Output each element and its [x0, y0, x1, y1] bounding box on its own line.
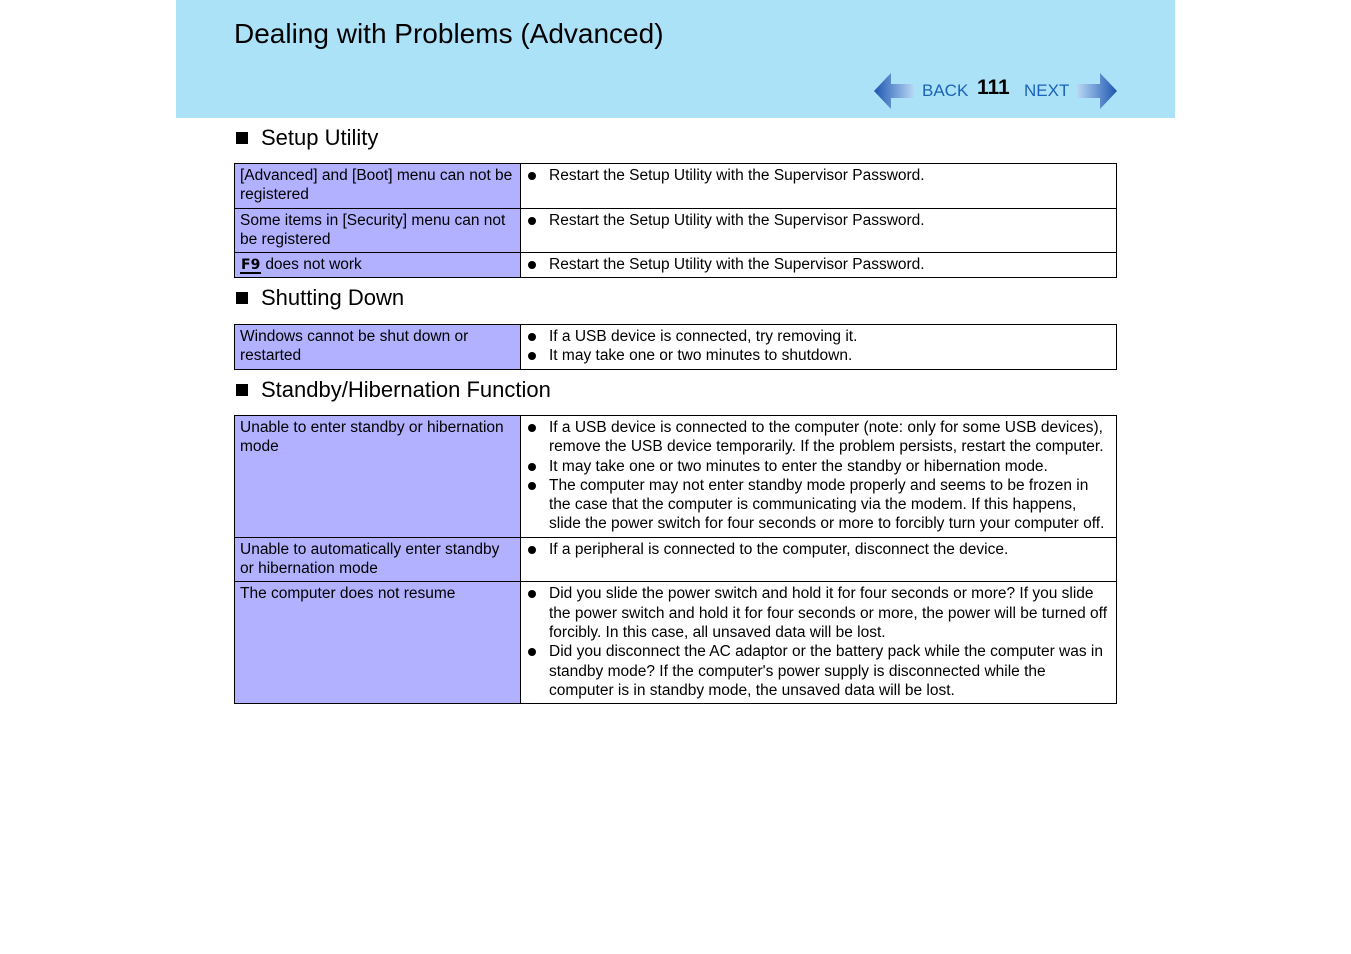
- problem-cell: Unable to automatically enter standby or hibernation mode: [235, 537, 521, 582]
- table-row: [235, 253, 1117, 278]
- solution-item: It may take one or two minutes to enter the standby or hibernation mode.: [528, 457, 1111, 476]
- section-heading-text: Shutting Down: [261, 285, 405, 310]
- page-header: [176, 0, 1175, 118]
- square-bullet-icon: [236, 132, 248, 144]
- square-bullet-icon: [236, 292, 248, 304]
- page-title: Dealing with Problems (Advanced): [234, 18, 664, 49]
- page-number: 111: [977, 76, 1010, 99]
- solution-item: Restart the Setup Utility with the Supervisor Password.: [528, 166, 1111, 185]
- section-heading-text: Setup Utility: [261, 125, 379, 150]
- solution-item: Did you slide the power switch and hold it for four seconds or more? If you slide the power switch and hold it for four seconds or more, the power will be turned off forcibly. In this case, all unsaved data will be lost.: [528, 584, 1111, 642]
- round-bullet-icon: [528, 424, 536, 432]
- table-row: [235, 416, 1117, 538]
- section-heading-text: Standby/Hibernation Function: [261, 377, 551, 402]
- problem-cell: Some items in [Security] menu can not be registered: [235, 208, 521, 253]
- section-heading-setup-utility: [236, 125, 378, 151]
- solution-item: Did you disconnect the AC adaptor or the battery pack while the computer was in standby mode? If the computer's power supply is disconnected while the computer is in standby mode, the unsaved data will be lost.: [528, 642, 1111, 700]
- solution-item: If a USB device is connected to the computer (note: only for some USB devices), remove the USB device temporarily. If the problem persists, restart the computer.: [528, 418, 1111, 457]
- setup-utility-table: [234, 163, 1117, 278]
- round-bullet-icon: [528, 217, 536, 225]
- table-row: [235, 325, 1117, 370]
- solution-cell: [521, 325, 1117, 370]
- f9-key-icon: F9: [241, 257, 261, 274]
- solution-item: The computer may not enter standby mode properly and seems to be frozen in the case that the computer is communicating via the modem. If this happens, slide the power switch for four seconds or more to forcibly turn your computer off.: [528, 476, 1111, 534]
- round-bullet-icon: [528, 463, 536, 471]
- solution-cell: [521, 164, 1117, 209]
- solution-cell: [521, 416, 1117, 538]
- round-bullet-icon: [528, 546, 536, 554]
- table-row: [235, 164, 1117, 209]
- square-bullet-icon: [236, 384, 248, 396]
- solution-item: Restart the Setup Utility with the Supervisor Password.: [528, 255, 1111, 274]
- problem-cell: Windows cannot be shut down or restarted: [235, 325, 521, 370]
- page-navigation: [874, 70, 1119, 110]
- back-arrow-icon[interactable]: [874, 72, 914, 110]
- next-link[interactable]: NEXT: [1024, 81, 1070, 100]
- table-row: [235, 537, 1117, 582]
- solution-item: If a USB device is connected, try removing it.: [528, 327, 1111, 346]
- solution-item: It may take one or two minutes to shutdown.: [528, 346, 1111, 365]
- round-bullet-icon: [528, 333, 536, 341]
- problem-cell: Unable to enter standby or hibernation mode: [235, 416, 521, 538]
- section-heading-standby-hibernation: [236, 377, 551, 403]
- solution-item: If a peripheral is connected to the computer, disconnect the device.: [528, 540, 1111, 559]
- round-bullet-icon: [528, 352, 536, 360]
- round-bullet-icon: [528, 590, 536, 598]
- table-row: [235, 582, 1117, 704]
- problem-cell: The computer does not resume: [235, 582, 521, 704]
- problem-cell: F9 does not work: [235, 253, 521, 278]
- solution-cell: [521, 208, 1117, 253]
- round-bullet-icon: [528, 482, 536, 490]
- standby-hibernation-table: [234, 415, 1117, 704]
- section-heading-shutting-down: [236, 285, 404, 311]
- next-arrow-icon[interactable]: [1077, 72, 1117, 110]
- solution-cell: [521, 253, 1117, 278]
- round-bullet-icon: [528, 172, 536, 180]
- solution-cell: [521, 537, 1117, 582]
- back-link[interactable]: BACK: [922, 81, 969, 100]
- round-bullet-icon: [528, 261, 536, 269]
- solution-cell: [521, 582, 1117, 704]
- shutting-down-table: [234, 324, 1117, 370]
- round-bullet-icon: [528, 648, 536, 656]
- table-row: [235, 208, 1117, 253]
- solution-item: Restart the Setup Utility with the Supervisor Password.: [528, 211, 1111, 230]
- problem-cell: [Advanced] and [Boot] menu can not be registered: [235, 164, 521, 209]
